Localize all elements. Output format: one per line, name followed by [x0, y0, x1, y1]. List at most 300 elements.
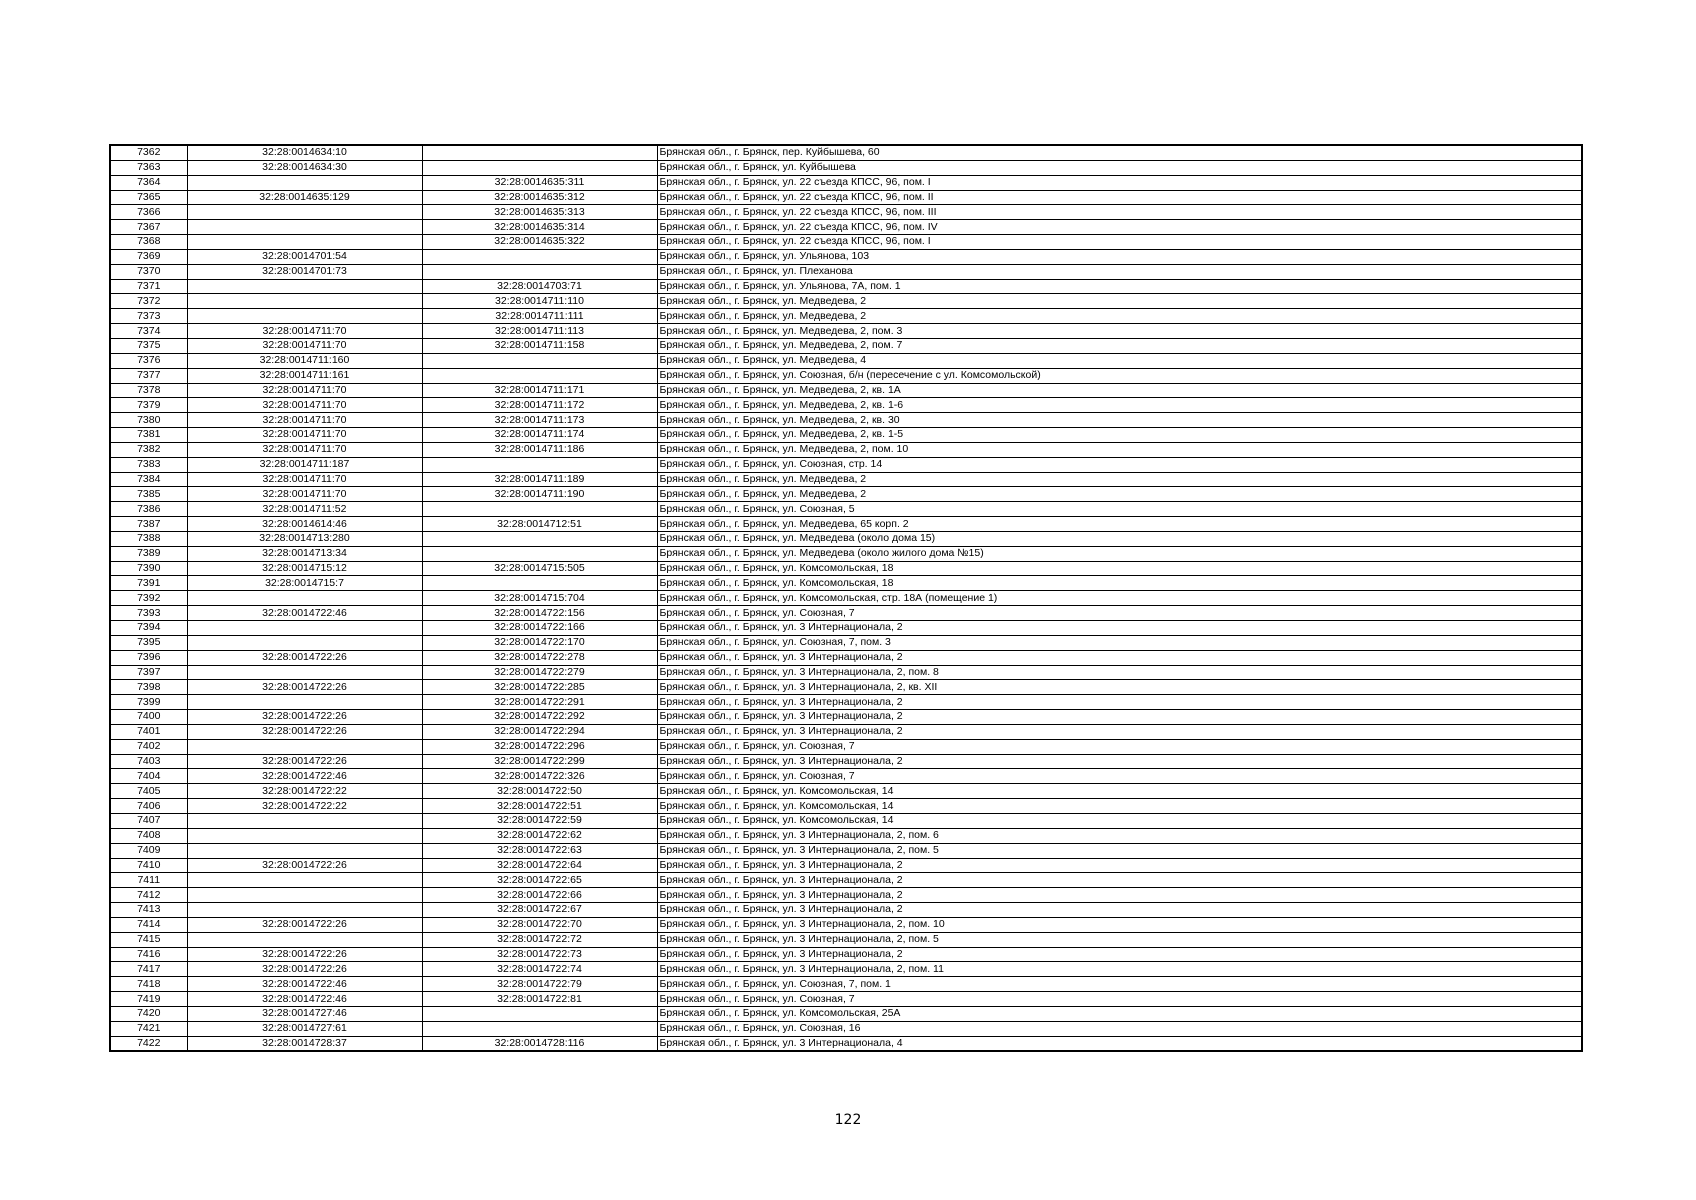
object-cadastral-number-cell: 32:28:0014711:171 — [422, 383, 657, 398]
table-row — [110, 531, 1582, 546]
table-row — [110, 635, 1582, 650]
object-cadastral-number-cell: 32:28:0014722:294 — [422, 724, 657, 739]
address-cell: Брянская обл., г. Брянск, ул. Комсомольская, 25А — [657, 1006, 1582, 1021]
object-cadastral-number-cell: 32:28:0014722:156 — [422, 606, 657, 621]
address-cell: Брянская обл., г. Брянск, ул. Медведева, 2, пом. 3 — [657, 324, 1582, 339]
land-cadastral-number-cell: 32:28:0014711:187 — [187, 457, 422, 472]
object-cadastral-number-cell: 32:28:0014711:172 — [422, 398, 657, 413]
table-row — [110, 917, 1582, 932]
object-cadastral-number-cell: 32:28:0014722:73 — [422, 947, 657, 962]
row-number-cell: 7408 — [110, 828, 187, 843]
object-cadastral-number-cell: 32:28:0014711:158 — [422, 338, 657, 353]
land-cadastral-number-cell — [187, 279, 422, 294]
object-cadastral-number-cell: 32:28:0014722:79 — [422, 977, 657, 992]
row-number-cell: 7393 — [110, 606, 187, 621]
table-row — [110, 249, 1582, 264]
address-cell: Брянская обл., г. Брянск, ул. Союзная, 7, пом. 3 — [657, 635, 1582, 650]
land-cadastral-number-cell — [187, 220, 422, 235]
land-cadastral-number-cell: 32:28:0014711:70 — [187, 398, 422, 413]
object-cadastral-number-cell: 32:28:0014711:113 — [422, 324, 657, 339]
row-number-cell: 7367 — [110, 220, 187, 235]
object-cadastral-number-cell: 32:28:0014722:66 — [422, 888, 657, 903]
table-row — [110, 472, 1582, 487]
row-number-cell: 7399 — [110, 695, 187, 710]
land-cadastral-number-cell — [187, 621, 422, 636]
object-cadastral-number-cell — [422, 1021, 657, 1036]
object-cadastral-number-cell — [422, 249, 657, 264]
object-cadastral-number-cell: 32:28:0014722:166 — [422, 621, 657, 636]
address-cell: Брянская обл., г. Брянск, ул. 3 Интернационала, 2, пом. 8 — [657, 665, 1582, 680]
land-cadastral-number-cell — [187, 635, 422, 650]
land-cadastral-number-cell: 32:28:0014711:70 — [187, 338, 422, 353]
row-number-cell: 7416 — [110, 947, 187, 962]
land-cadastral-number-cell: 32:28:0014722:46 — [187, 992, 422, 1007]
land-cadastral-number-cell: 32:28:0014711:160 — [187, 353, 422, 368]
table-row — [110, 799, 1582, 814]
table-row — [110, 754, 1582, 769]
address-cell: Брянская обл., г. Брянск, ул. 3 Интернационала, 2 — [657, 754, 1582, 769]
address-cell: Брянская обл., г. Брянск, ул. Медведева (около дома 15) — [657, 531, 1582, 546]
address-cell: Брянская обл., г. Брянск, ул. Комсомольская, 18 — [657, 561, 1582, 576]
object-cadastral-number-cell: 32:28:0014722:299 — [422, 754, 657, 769]
address-cell: Брянская обл., г. Брянск, ул. Комсомольская, 14 — [657, 799, 1582, 814]
table-row — [110, 784, 1582, 799]
table-row — [110, 621, 1582, 636]
table-row — [110, 546, 1582, 561]
table-row — [110, 903, 1582, 918]
row-number-cell: 7402 — [110, 739, 187, 754]
row-number-cell: 7398 — [110, 680, 187, 695]
row-number-cell: 7379 — [110, 398, 187, 413]
table-row — [110, 220, 1582, 235]
object-cadastral-number-cell: 32:28:0014722:67 — [422, 903, 657, 918]
address-cell: Брянская обл., г. Брянск, ул. 3 Интернационала, 2, кв. XII — [657, 680, 1582, 695]
land-cadastral-number-cell — [187, 591, 422, 606]
address-cell: Брянская обл., г. Брянск, ул. 3 Интернационала, 2 — [657, 858, 1582, 873]
object-cadastral-number-cell — [422, 546, 657, 561]
table-row — [110, 457, 1582, 472]
address-cell: Брянская обл., г. Брянск, ул. Ульянова, 7А, пом. 1 — [657, 279, 1582, 294]
row-number-cell: 7409 — [110, 843, 187, 858]
row-number-cell: 7391 — [110, 576, 187, 591]
address-cell: Брянская обл., г. Брянск, ул. Медведева, 2, пом. 10 — [657, 442, 1582, 457]
land-cadastral-number-cell: 32:28:0014713:280 — [187, 531, 422, 546]
row-number-cell: 7371 — [110, 279, 187, 294]
table-row — [110, 858, 1582, 873]
table-row — [110, 576, 1582, 591]
table-row — [110, 992, 1582, 1007]
land-cadastral-number-cell — [187, 888, 422, 903]
table-row — [110, 1021, 1582, 1036]
address-cell: Брянская обл., г. Брянск, ул. 3 Интернационала, 2 — [657, 903, 1582, 918]
row-number-cell: 7415 — [110, 932, 187, 947]
object-cadastral-number-cell: 32:28:0014635:313 — [422, 205, 657, 220]
address-cell: Брянская обл., г. Брянск, ул. Медведева, 65 корп. 2 — [657, 517, 1582, 532]
address-cell: Брянская обл., г. Брянск, ул. Медведева, 2, кв. 1-5 — [657, 428, 1582, 443]
table-row — [110, 591, 1582, 606]
table-row — [110, 769, 1582, 784]
land-cadastral-number-cell: 32:28:0014722:26 — [187, 650, 422, 665]
table-row — [110, 428, 1582, 443]
land-cadastral-number-cell: 32:28:0014711:70 — [187, 472, 422, 487]
row-number-cell: 7386 — [110, 502, 187, 517]
object-cadastral-number-cell: 32:28:0014711:111 — [422, 309, 657, 324]
table-row — [110, 1036, 1582, 1051]
table-row — [110, 561, 1582, 576]
object-cadastral-number-cell: 32:28:0014635:314 — [422, 220, 657, 235]
land-cadastral-number-cell: 32:28:0014722:26 — [187, 724, 422, 739]
row-number-cell: 7396 — [110, 650, 187, 665]
row-number-cell: 7400 — [110, 710, 187, 725]
object-cadastral-number-cell: 32:28:0014722:81 — [422, 992, 657, 1007]
table-row — [110, 502, 1582, 517]
row-number-cell: 7404 — [110, 769, 187, 784]
object-cadastral-number-cell: 32:28:0014722:62 — [422, 828, 657, 843]
address-cell: Брянская обл., г. Брянск, ул. 3 Интернационала, 2, пом. 11 — [657, 962, 1582, 977]
row-number-cell: 7421 — [110, 1021, 187, 1036]
land-cadastral-number-cell: 32:28:0014722:22 — [187, 799, 422, 814]
row-number-cell: 7401 — [110, 724, 187, 739]
row-number-cell: 7366 — [110, 205, 187, 220]
row-number-cell: 7383 — [110, 457, 187, 472]
table-row — [110, 294, 1582, 309]
land-cadastral-number-cell: 32:28:0014722:26 — [187, 917, 422, 932]
table-row — [110, 739, 1582, 754]
row-number-cell: 7369 — [110, 249, 187, 264]
row-number-cell: 7365 — [110, 190, 187, 205]
object-cadastral-number-cell: 32:28:0014722:292 — [422, 710, 657, 725]
land-cadastral-number-cell: 32:28:0014634:10 — [187, 145, 422, 160]
address-cell: Брянская обл., г. Брянск, ул. 3 Интернационала, 2, пом. 5 — [657, 843, 1582, 858]
table-row — [110, 398, 1582, 413]
land-cadastral-number-cell: 32:28:0014635:129 — [187, 190, 422, 205]
table-row — [110, 947, 1582, 962]
row-number-cell: 7385 — [110, 487, 187, 502]
object-cadastral-number-cell: 32:28:0014722:63 — [422, 843, 657, 858]
land-cadastral-number-cell: 32:28:0014722:26 — [187, 680, 422, 695]
table-row — [110, 828, 1582, 843]
table-row — [110, 962, 1582, 977]
address-cell: Брянская обл., г. Брянск, ул. 22 съезда КПСС, 96, пом. III — [657, 205, 1582, 220]
row-number-cell: 7387 — [110, 517, 187, 532]
address-cell: Брянская обл., г. Брянск, ул. 3 Интернационала, 2 — [657, 650, 1582, 665]
object-cadastral-number-cell: 32:28:0014722:70 — [422, 917, 657, 932]
address-cell: Брянская обл., г. Брянск, ул. Медведева, 2 — [657, 309, 1582, 324]
address-cell: Брянская обл., г. Брянск, ул. Союзная, 7 — [657, 769, 1582, 784]
address-cell: Брянская обл., г. Брянск, ул. 22 съезда КПСС, 96, пом. II — [657, 190, 1582, 205]
land-cadastral-number-cell: 32:28:0014711:52 — [187, 502, 422, 517]
land-cadastral-number-cell: 32:28:0014722:26 — [187, 754, 422, 769]
address-cell: Брянская обл., г. Брянск, ул. Союзная, 7 — [657, 606, 1582, 621]
address-cell: Брянская обл., г. Брянск, ул. Медведева, 2 — [657, 294, 1582, 309]
land-cadastral-number-cell: 32:28:0014715:7 — [187, 576, 422, 591]
row-number-cell: 7375 — [110, 338, 187, 353]
row-number-cell: 7384 — [110, 472, 187, 487]
land-cadastral-number-cell — [187, 813, 422, 828]
row-number-cell: 7363 — [110, 160, 187, 175]
row-number-cell: 7392 — [110, 591, 187, 606]
table-row — [110, 235, 1582, 250]
table-row — [110, 724, 1582, 739]
address-cell: Брянская обл., г. Брянск, ул. Медведева, 2 — [657, 487, 1582, 502]
object-cadastral-number-cell: 32:28:0014715:704 — [422, 591, 657, 606]
row-number-cell: 7378 — [110, 383, 187, 398]
object-cadastral-number-cell: 32:28:0014722:50 — [422, 784, 657, 799]
object-cadastral-number-cell: 32:28:0014715:505 — [422, 561, 657, 576]
address-cell: Брянская обл., г. Брянск, ул. 3 Интернационала, 2 — [657, 873, 1582, 888]
table-row — [110, 606, 1582, 621]
table-row — [110, 710, 1582, 725]
land-cadastral-number-cell: 32:28:0014722:22 — [187, 784, 422, 799]
land-cadastral-number-cell: 32:28:0014701:54 — [187, 249, 422, 264]
row-number-cell: 7418 — [110, 977, 187, 992]
object-cadastral-number-cell: 32:28:0014711:186 — [422, 442, 657, 457]
land-cadastral-number-cell — [187, 205, 422, 220]
land-cadastral-number-cell — [187, 873, 422, 888]
address-cell: Брянская обл., г. Брянск, ул. 3 Интернационала, 4 — [657, 1036, 1582, 1051]
land-cadastral-number-cell: 32:28:0014722:46 — [187, 606, 422, 621]
land-cadastral-number-cell: 32:28:0014711:70 — [187, 487, 422, 502]
table-row — [110, 873, 1582, 888]
address-cell: Брянская обл., г. Брянск, ул. Союзная, 7, пом. 1 — [657, 977, 1582, 992]
table-row — [110, 650, 1582, 665]
object-cadastral-number-cell: 32:28:0014728:116 — [422, 1036, 657, 1051]
address-cell: Брянская обл., г. Брянск, ул. 3 Интернационала, 2 — [657, 695, 1582, 710]
land-cadastral-number-cell — [187, 175, 422, 190]
address-cell: Брянская обл., г. Брянск, ул. 3 Интернационала, 2 — [657, 724, 1582, 739]
address-cell: Брянская обл., г. Брянск, ул. Союзная, стр. 14 — [657, 457, 1582, 472]
address-cell: Брянская обл., г. Брянск, ул. Куйбышева — [657, 160, 1582, 175]
object-cadastral-number-cell — [422, 531, 657, 546]
land-cadastral-number-cell — [187, 932, 422, 947]
table-body — [110, 145, 1582, 1051]
object-cadastral-number-cell — [422, 264, 657, 279]
land-cadastral-number-cell: 32:28:0014727:46 — [187, 1006, 422, 1021]
land-cadastral-number-cell: 32:28:0014711:70 — [187, 383, 422, 398]
address-cell: Брянская обл., г. Брянск, ул. Ульянова, 103 — [657, 249, 1582, 264]
row-number-cell: 7397 — [110, 665, 187, 680]
table-row — [110, 932, 1582, 947]
address-cell: Брянская обл., г. Брянск, ул. Медведева, 2, кв. 1-6 — [657, 398, 1582, 413]
address-cell: Брянская обл., г. Брянск, ул. 3 Интернационала, 2, пом. 6 — [657, 828, 1582, 843]
address-cell: Брянская обл., г. Брянск, ул. 3 Интернационала, 2 — [657, 888, 1582, 903]
land-cadastral-number-cell: 32:28:0014722:26 — [187, 962, 422, 977]
land-cadastral-number-cell: 32:28:0014614:46 — [187, 517, 422, 532]
object-cadastral-number-cell — [422, 1006, 657, 1021]
object-cadastral-number-cell — [422, 457, 657, 472]
object-cadastral-number-cell: 32:28:0014722:59 — [422, 813, 657, 828]
row-number-cell: 7380 — [110, 413, 187, 428]
land-cadastral-number-cell: 32:28:0014711:70 — [187, 428, 422, 443]
address-cell: Брянская обл., г. Брянск, ул. Медведева (около жилого дома №15) — [657, 546, 1582, 561]
land-cadastral-number-cell — [187, 843, 422, 858]
row-number-cell: 7410 — [110, 858, 187, 873]
row-number-cell: 7411 — [110, 873, 187, 888]
object-cadastral-number-cell: 32:28:0014712:51 — [422, 517, 657, 532]
land-cadastral-number-cell: 32:28:0014711:70 — [187, 442, 422, 457]
land-cadastral-number-cell: 32:28:0014722:26 — [187, 858, 422, 873]
land-cadastral-number-cell: 32:28:0014722:46 — [187, 977, 422, 992]
object-cadastral-number-cell: 32:28:0014722:72 — [422, 932, 657, 947]
object-cadastral-number-cell: 32:28:0014722:74 — [422, 962, 657, 977]
row-number-cell: 7420 — [110, 1006, 187, 1021]
table-row — [110, 353, 1582, 368]
data-table — [109, 144, 1583, 1052]
object-cadastral-number-cell: 32:28:0014635:312 — [422, 190, 657, 205]
table-row — [110, 205, 1582, 220]
object-cadastral-number-cell: 32:28:0014722:64 — [422, 858, 657, 873]
row-number-cell: 7362 — [110, 145, 187, 160]
object-cadastral-number-cell — [422, 353, 657, 368]
table-row — [110, 1006, 1582, 1021]
object-cadastral-number-cell: 32:28:0014711:174 — [422, 428, 657, 443]
address-cell: Брянская обл., г. Брянск, ул. Медведева, 2 — [657, 472, 1582, 487]
table-row — [110, 145, 1582, 160]
land-cadastral-number-cell — [187, 235, 422, 250]
object-cadastral-number-cell: 32:28:0014635:322 — [422, 235, 657, 250]
object-cadastral-number-cell: 32:28:0014711:189 — [422, 472, 657, 487]
object-cadastral-number-cell: 32:28:0014722:51 — [422, 799, 657, 814]
land-cadastral-number-cell: 32:28:0014634:30 — [187, 160, 422, 175]
row-number-cell: 7394 — [110, 621, 187, 636]
row-number-cell: 7403 — [110, 754, 187, 769]
object-cadastral-number-cell — [422, 576, 657, 591]
address-cell: Брянская обл., г. Брянск, ул. Союзная, 16 — [657, 1021, 1582, 1036]
address-cell: Брянская обл., г. Брянск, ул. Медведева, 2, пом. 7 — [657, 338, 1582, 353]
table-row — [110, 487, 1582, 502]
object-cadastral-number-cell: 32:28:0014722:326 — [422, 769, 657, 784]
row-number-cell: 7390 — [110, 561, 187, 576]
land-cadastral-number-cell — [187, 695, 422, 710]
row-number-cell: 7364 — [110, 175, 187, 190]
land-cadastral-number-cell: 32:28:0014711:70 — [187, 324, 422, 339]
row-number-cell: 7412 — [110, 888, 187, 903]
address-cell: Брянская обл., г. Брянск, ул. 22 съезда КПСС, 96, пом. I — [657, 175, 1582, 190]
address-cell: Брянская обл., г. Брянск, ул. Комсомольская, 14 — [657, 784, 1582, 799]
land-cadastral-number-cell: 32:28:0014722:46 — [187, 769, 422, 784]
row-number-cell: 7373 — [110, 309, 187, 324]
row-number-cell: 7405 — [110, 784, 187, 799]
address-cell: Брянская обл., г. Брянск, ул. 3 Интернационала, 2 — [657, 710, 1582, 725]
row-number-cell: 7407 — [110, 813, 187, 828]
land-cadastral-number-cell: 32:28:0014711:70 — [187, 413, 422, 428]
object-cadastral-number-cell: 32:28:0014722:65 — [422, 873, 657, 888]
object-cadastral-number-cell — [422, 160, 657, 175]
address-cell: Брянская обл., г. Брянск, ул. 22 съезда КПСС, 96, пом. IV — [657, 220, 1582, 235]
row-number-cell: 7376 — [110, 353, 187, 368]
address-cell: Брянская обл., г. Брянск, ул. Комсомольская, стр. 18А (помещение 1) — [657, 591, 1582, 606]
table-row — [110, 665, 1582, 680]
row-number-cell: 7377 — [110, 368, 187, 383]
table-row — [110, 680, 1582, 695]
address-cell: Брянская обл., г. Брянск, ул. 3 Интернационала, 2 — [657, 621, 1582, 636]
land-cadastral-number-cell — [187, 828, 422, 843]
row-number-cell: 7370 — [110, 264, 187, 279]
land-cadastral-number-cell — [187, 665, 422, 680]
object-cadastral-number-cell: 32:28:0014722:279 — [422, 665, 657, 680]
table-row — [110, 813, 1582, 828]
table-row — [110, 160, 1582, 175]
table-row — [110, 442, 1582, 457]
row-number-cell: 7422 — [110, 1036, 187, 1051]
land-cadastral-number-cell: 32:28:0014711:161 — [187, 368, 422, 383]
object-cadastral-number-cell: 32:28:0014635:311 — [422, 175, 657, 190]
land-cadastral-number-cell: 32:28:0014715:12 — [187, 561, 422, 576]
object-cadastral-number-cell: 32:28:0014722:170 — [422, 635, 657, 650]
table-row — [110, 324, 1582, 339]
table-row — [110, 977, 1582, 992]
land-cadastral-number-cell — [187, 309, 422, 324]
address-cell: Брянская обл., г. Брянск, пер. Куйбышева, 60 — [657, 145, 1582, 160]
object-cadastral-number-cell: 32:28:0014722:291 — [422, 695, 657, 710]
address-cell: Брянская обл., г. Брянск, ул. Союзная, 7 — [657, 739, 1582, 754]
object-cadastral-number-cell: 32:28:0014711:190 — [422, 487, 657, 502]
land-cadastral-number-cell — [187, 739, 422, 754]
table-row — [110, 383, 1582, 398]
land-cadastral-number-cell — [187, 294, 422, 309]
object-cadastral-number-cell: 32:28:0014703:71 — [422, 279, 657, 294]
table-row — [110, 888, 1582, 903]
address-cell: Брянская обл., г. Брянск, ул. Комсомольская, 18 — [657, 576, 1582, 591]
land-cadastral-number-cell: 32:28:0014713:34 — [187, 546, 422, 561]
land-cadastral-number-cell: 32:28:0014722:26 — [187, 947, 422, 962]
address-cell: Брянская обл., г. Брянск, ул. 3 Интернационала, 2, пом. 10 — [657, 917, 1582, 932]
land-cadastral-number-cell: 32:28:0014722:26 — [187, 710, 422, 725]
table-row — [110, 413, 1582, 428]
row-number-cell: 7417 — [110, 962, 187, 977]
table-row — [110, 175, 1582, 190]
row-number-cell: 7419 — [110, 992, 187, 1007]
land-cadastral-number-cell — [187, 903, 422, 918]
table-row — [110, 695, 1582, 710]
address-cell: Брянская обл., г. Брянск, ул. Медведева, 2, кв. 1А — [657, 383, 1582, 398]
row-number-cell: 7406 — [110, 799, 187, 814]
table-row — [110, 843, 1582, 858]
land-cadastral-number-cell: 32:28:0014701:73 — [187, 264, 422, 279]
row-number-cell: 7388 — [110, 531, 187, 546]
row-number-cell: 7368 — [110, 235, 187, 250]
object-cadastral-number-cell — [422, 145, 657, 160]
row-number-cell: 7382 — [110, 442, 187, 457]
table-row — [110, 190, 1582, 205]
object-cadastral-number-cell — [422, 368, 657, 383]
table-row — [110, 517, 1582, 532]
address-cell: Брянская обл., г. Брянск, ул. 3 Интернационала, 2, пом. 5 — [657, 932, 1582, 947]
row-number-cell: 7374 — [110, 324, 187, 339]
object-cadastral-number-cell: 32:28:0014722:278 — [422, 650, 657, 665]
table-row — [110, 309, 1582, 324]
object-cadastral-number-cell: 32:28:0014722:296 — [422, 739, 657, 754]
object-cadastral-number-cell: 32:28:0014722:285 — [422, 680, 657, 695]
address-cell: Брянская обл., г. Брянск, ул. Союзная, б/н (пересечение с ул. Комсомольской) — [657, 368, 1582, 383]
page-number: 122 — [834, 1112, 862, 1128]
address-cell: Брянская обл., г. Брянск, ул. Союзная, 7 — [657, 992, 1582, 1007]
address-cell: Брянская обл., г. Брянск, ул. 3 Интернационала, 2 — [657, 947, 1582, 962]
table-row — [110, 264, 1582, 279]
row-number-cell: 7381 — [110, 428, 187, 443]
row-number-cell: 7413 — [110, 903, 187, 918]
table-row — [110, 338, 1582, 353]
row-number-cell: 7395 — [110, 635, 187, 650]
address-cell: Брянская обл., г. Брянск, ул. Комсомольская, 14 — [657, 813, 1582, 828]
address-cell: Брянская обл., г. Брянск, ул. Плеханова — [657, 264, 1582, 279]
address-cell: Брянская обл., г. Брянск, ул. Медведева, 4 — [657, 353, 1582, 368]
object-cadastral-number-cell — [422, 502, 657, 517]
land-cadastral-number-cell: 32:28:0014727:61 — [187, 1021, 422, 1036]
address-cell: Брянская обл., г. Брянск, ул. Союзная, 5 — [657, 502, 1582, 517]
row-number-cell: 7372 — [110, 294, 187, 309]
address-cell: Брянская обл., г. Брянск, ул. 22 съезда КПСС, 96, пом. I — [657, 235, 1582, 250]
